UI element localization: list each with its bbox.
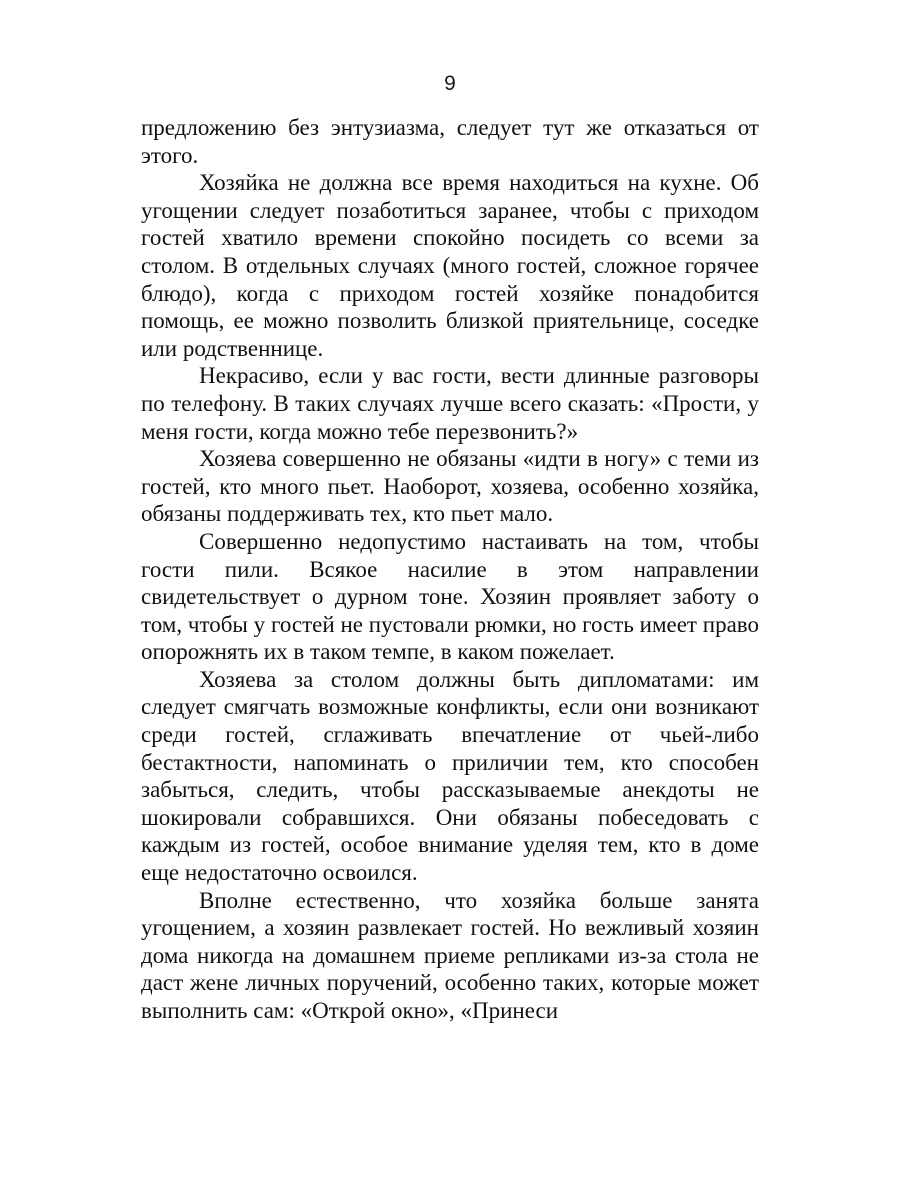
body-text: [141, 114, 759, 1025]
paragraph-drinking-pace: Хозяева совершенно не обязаны «идти в ногу» с теми из гостей, кто много пьет. Наоборот, хозяева, особенно хозяйка, обязаны поддерживать тех, кто пьет мало.: [141, 446, 759, 527]
paragraph-host-duties: Вполне естественно, что хозяйка больше занята угощением, а хозяин развлекает гостей. Но вежливый хозяин дома никогда на домашнем приеме репликами из-за стола не даст жене личных поручений, особенно таких, которые может выполнить сам: «Открой окно», «Принеси: [141, 887, 759, 1023]
paragraph-continuation: предложению без энтузиазма, следует тут же отказаться от этого.: [141, 115, 759, 168]
paragraph-hostess-kitchen: Хозяйка не должна все время находиться на кухне. Об угощении следует позаботиться заранее, чтобы с приходом гостей хватило времени спокойно посидеть со всеми за столом. В отдельных случаях (много гостей, сложное горячее блюдо), когда с приходом гостей хозяйке понадобится помощь, ее можно позволить близкой приятельнице, соседке или родственнице.: [141, 170, 759, 361]
paragraph-phone-calls: Некрасиво, если у вас гости, вести длинные разговоры по телефону. В таких случаях лучше всего сказать: «Прости, у меня гости, когда можно тебе перезвонить?»: [141, 363, 759, 444]
paragraph-no-pressure: Совершенно недопустимо настаивать на том, чтобы гости пили. Всякое насилие в этом направлении свидетельствует о дурном тоне. Хозяин проявляет заботу о том, чтобы у гостей не пустовали рюмки, но гость имеет право опорожнять их в таком темпе, в каком пожелает.: [141, 528, 759, 665]
page-number: 9: [444, 72, 456, 95]
paragraph-hosts-diplomats: Хозяева за столом должны быть дипломатами: им следует смягчать возможные конфликты, если они возникают среди гостей, сглаживать впечатление от чьей-либо бестактности, напоминать о приличии тем, кто способен забыться, следить, чтобы рассказываемые анекдоты не шокировали собравшихся. Они обязаны побеседовать с каждым из гостей, особое внимание уделяя тем, кто в доме еще недостаточно освоился.: [141, 666, 759, 886]
